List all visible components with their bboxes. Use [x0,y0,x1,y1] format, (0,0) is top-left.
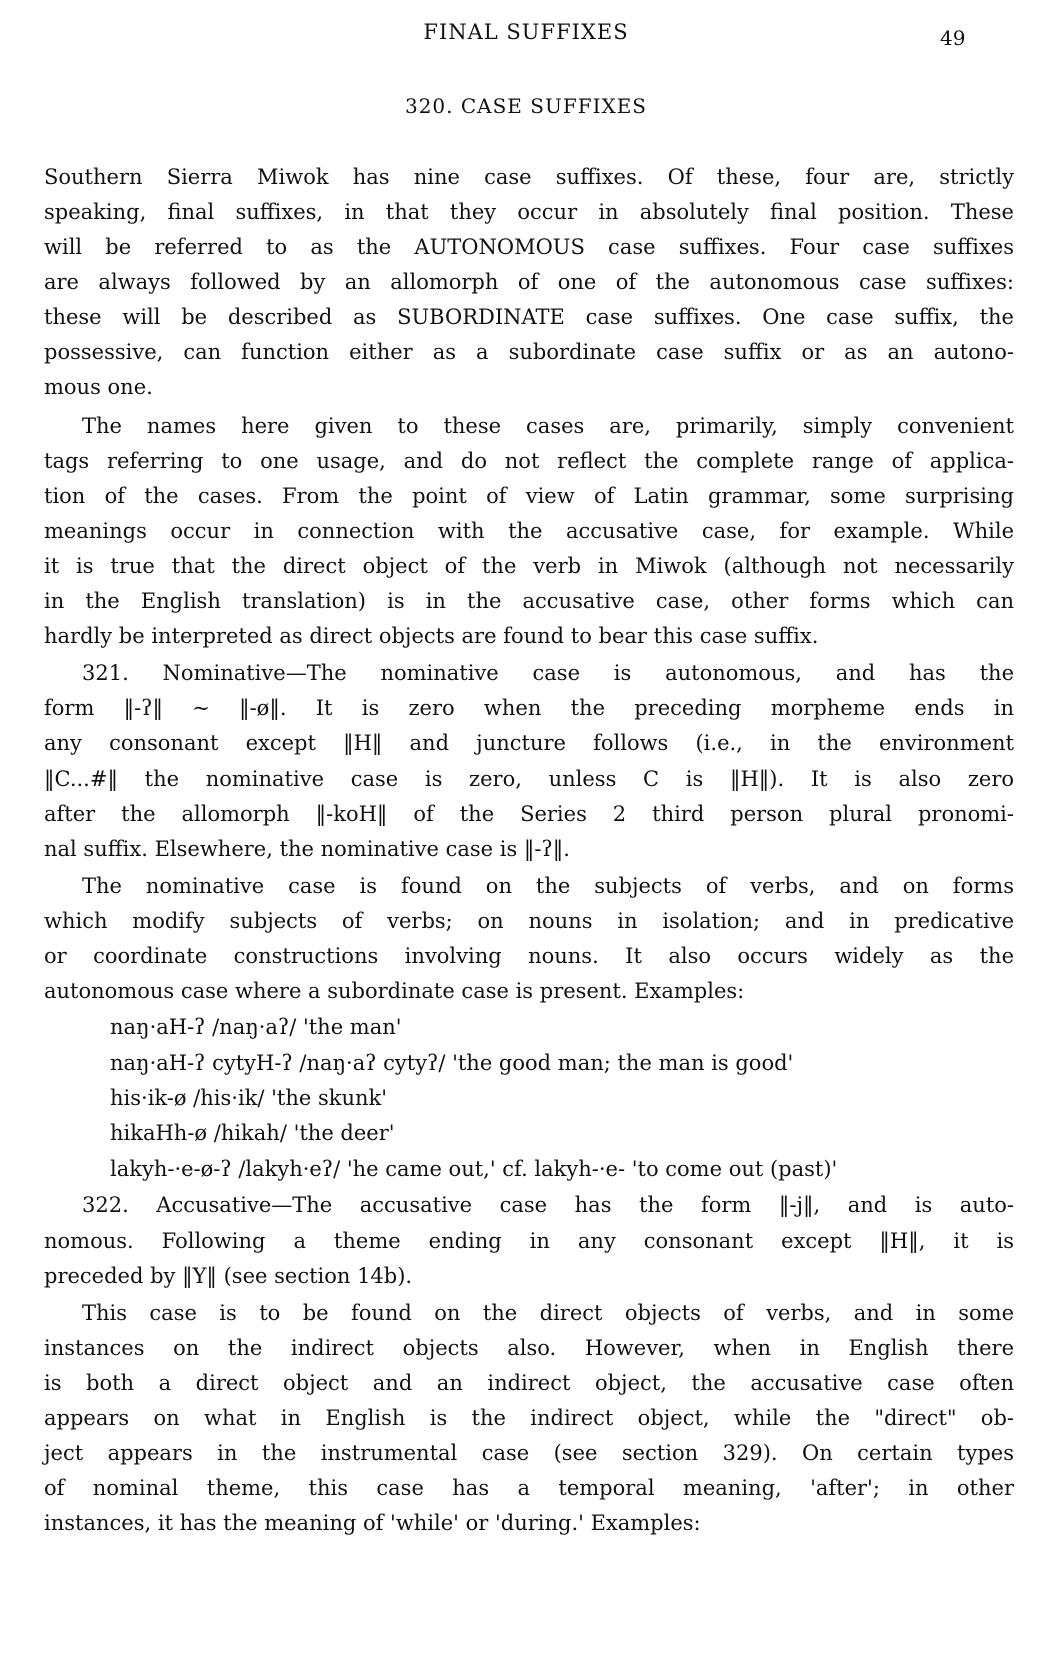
text-line: 321. Nominative—The nominative case is autonomous, and has the [82,661,1014,685]
text-line: which modify subjects of verbs; on nouns in isolation; and in predicative [44,909,1014,933]
text-line: ject appears in the instrumental case (see section 329). On certain types [44,1441,1014,1465]
text-line: or coordinate constructions involving nouns. It also occurs widely as the [44,944,1014,968]
text-line: it is true that the direct object of the verb in Miwok (although not necessarily [44,554,1014,578]
example-line: naŋ·aH-ʔ /naŋ·aʔ/ 'the man' [110,1015,402,1039]
text-line: tion of the cases. From the point of view of Latin grammar, some surprising [44,484,1014,508]
text-line: preceded by ‖Y‖ (see section 14b). [44,1264,413,1288]
text-line: any consonant except ‖H‖ and juncture follows (i.e., in the environment [44,731,1014,755]
running-header: FINAL SUFFIXES [423,20,629,44]
text-line: The names here given to these cases are, primarily, simply convenient [82,414,1014,438]
text-line: these will be described as SUBORDINATE case suffixes. One case suffix, the [44,305,1014,329]
text-line: autonomous case where a subordinate case is present. Examples: [44,979,745,1003]
text-line: speaking, final suffixes, in that they occur in absolutely final position. These [44,200,1014,224]
text-line: tags referring to one usage, and do not reflect the complete range of applica- [44,449,1014,473]
text-line: 322. Accusative—The accusative case has the form ‖-j‖, and is auto- [82,1193,1014,1217]
text-line: is both a direct object and an indirect object, the accusative case often [44,1371,1014,1395]
example-line: lakyh-·e-ø-ʔ /lakyh·eʔ/ 'he came out,' cf. lakyh-·e- 'to come out (past)' [110,1157,838,1181]
example-line: hikaHh-ø /hikah/ 'the deer' [110,1121,395,1145]
text-line: are always followed by an allomorph of one of the autonomous case suffixes: [44,270,1014,294]
section-title: 320. CASE SUFFIXES [404,94,648,118]
text-line: The nominative case is found on the subjects of verbs, and on forms [82,874,1014,898]
text-line: will be referred to as the AUTONOMOUS case suffixes. Four case suffixes [44,235,1014,259]
text-line: instances, it has the meaning of 'while' or 'during.' Examples: [44,1511,701,1535]
text-line: form ‖-ʔ‖ ~ ‖-ø‖. It is zero when the preceding morpheme ends in [44,696,1014,720]
text-line: Southern Sierra Miwok has nine case suffixes. Of these, four are, strictly [44,165,1014,189]
text-line: nal suffix. Elsewhere, the nominative case is ‖-ʔ‖. [44,837,570,861]
text-line: after the allomorph ‖-koH‖ of the Series 2 third person plural pronomi- [44,802,1014,826]
text-line: in the English translation) is in the accusative case, other forms which can [44,589,1014,613]
example-line: naŋ·aH-ʔ cytyH-ʔ /naŋ·aʔ cytyʔ/ 'the good man; the man is good' [110,1051,794,1075]
text-line: appears on what in English is the indirect object, while the "direct" ob- [44,1406,1014,1430]
example-line: his·ik-ø /his·ik/ 'the skunk' [110,1086,388,1110]
text-line: meanings occur in connection with the accusative case, for example. While [44,519,1014,543]
text-line: This case is to be found on the direct objects of verbs, and in some [82,1301,1014,1325]
text-line: instances on the indirect objects also. However, when in English there [44,1336,1014,1360]
text-line: possessive, can function either as a subordinate case suffix or as an autono- [44,340,1014,364]
text-line: of nominal theme, this case has a temporal meaning, 'after'; in other [44,1476,1014,1500]
text-line: nomous. Following a theme ending in any consonant except ‖H‖, it is [44,1229,1014,1253]
text-line: ‖C...#‖ the nominative case is zero, unless C is ‖H‖). It is also zero [44,767,1014,791]
text-line: mous one. [44,375,153,399]
page-number: 49 [940,26,966,50]
text-line: hardly be interpreted as direct objects are found to bear this case suffix. [44,624,819,648]
